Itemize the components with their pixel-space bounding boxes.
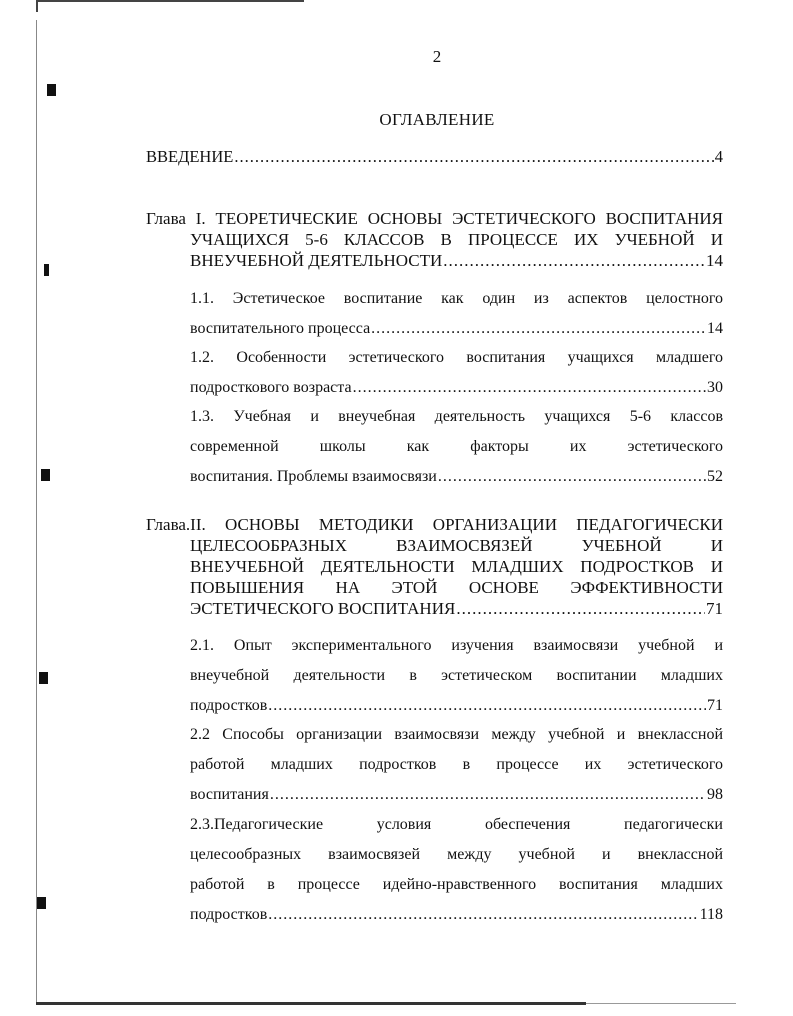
toc-entry-page: 71 — [707, 697, 723, 714]
section-title-line: воспитательного процесса — [190, 320, 371, 337]
section-title-line: современной школы как факторы их эстетического — [190, 438, 723, 455]
toc-entry-page: 52 — [707, 468, 723, 485]
section-title-line: воспитания — [190, 786, 269, 803]
section-title-line: 1.3. Учебная и внеучебная деятельность учащихся 5-6 классов — [190, 408, 723, 425]
dot-leader — [443, 250, 705, 271]
toc-entry-page: 118 — [699, 906, 723, 923]
chapter-title-line: ВНЕУЧЕБНОЙ ДЕЯТЕЛЬНОСТИ — [190, 251, 443, 270]
toc-chapter-1[interactable] — [146, 208, 723, 271]
dot-leader — [456, 598, 705, 619]
chapter-title-line: УЧАЩИХСЯ 5-6 КЛАССОВ В ПРОЦЕССЕ ИХ УЧЕБНОЙ И — [190, 230, 723, 249]
toc-entry-page: 98 — [707, 786, 723, 803]
toc-section-2-3[interactable] — [190, 810, 723, 930]
section-title-line: внеучебной деятельности в эстетическом воспитании младших — [190, 667, 723, 684]
scan-punch-mark — [37, 897, 46, 909]
page-title: ОГЛАВЛЕНИЕ — [379, 110, 495, 129]
section-title-line: 1.2. Особенности эстетического воспитания учащихся младшего — [190, 349, 723, 366]
dot-leader — [268, 900, 698, 930]
scan-edge-left — [36, 20, 37, 1005]
toc-entry-page: 14 — [707, 320, 723, 337]
section-title-line: 2.2 Способы организации взаимосвязи между учебной и внеклассной — [190, 726, 723, 743]
toc-section-1-1[interactable] — [190, 284, 723, 344]
toc-section-2-1[interactable] — [190, 631, 723, 721]
toc-entry-page: 71 — [706, 599, 723, 618]
scan-edge-bottom — [36, 1002, 586, 1005]
toc-entry-page: 14 — [706, 251, 723, 270]
scan-punch-mark — [39, 672, 48, 684]
section-title-line: 2.1. Опыт экспериментального изучения взаимосвязи учебной и — [190, 637, 723, 654]
scan-punch-mark — [41, 469, 50, 481]
toc-entry-page: 30 — [707, 379, 723, 396]
toc-section-1-3[interactable] — [190, 402, 723, 492]
section-title-line: 1.1. Эстетическое воспитание как один из аспектов целостного — [190, 290, 723, 307]
chapter-title-line: Глава I. ТЕОРЕТИЧЕСКИЕ ОСНОВЫ ЭСТЕТИЧЕСКОГО ВОСПИТАНИЯ — [146, 209, 723, 228]
section-title-line: работой младших подростков в процессе их эстетического — [190, 756, 723, 773]
toc-entry-page: 4 — [714, 147, 723, 166]
toc-section-2-2[interactable] — [190, 720, 723, 810]
page-number: 2 — [432, 47, 442, 66]
dot-leader — [268, 691, 706, 721]
chapter-title-line: ПОВЫШЕНИЯ НА ЭТОЙ ОСНОВЕ ЭФФЕКТИВНОСТИ — [190, 578, 723, 597]
scan-punch-mark — [44, 264, 49, 276]
dot-leader — [371, 314, 706, 344]
section-title-line: подростков — [190, 697, 268, 714]
toc-section-1-2[interactable] — [190, 343, 723, 403]
section-title-line: работой в процессе идейно-нравственного воспитания младших — [190, 876, 723, 893]
scan-punch-mark — [47, 84, 56, 96]
dot-leader — [270, 780, 706, 810]
scan-edge-top — [36, 0, 304, 2]
section-title-line: целесообразных взаимосвязей между учебной и внеклассной — [190, 846, 723, 863]
scan-edge-corner — [36, 0, 38, 12]
section-title-line: подростков — [190, 906, 268, 923]
chapter-title-line: ВНЕУЧЕБНОЙ ДЕЯТЕЛЬНОСТИ МЛАДШИХ ПОДРОСТКОВ И — [190, 557, 723, 576]
chapter-title-line: Глава.II. ОСНОВЫ МЕТОДИКИ ОРГАНИЗАЦИИ ПЕДАГОГИЧЕСКИ — [146, 515, 723, 534]
toc-entry-intro[interactable] — [146, 147, 723, 167]
dot-leader — [234, 147, 713, 167]
toc-entry-label: ВВЕДЕНИЕ — [146, 147, 234, 166]
scan-edge-bottom-faint — [586, 1003, 736, 1004]
section-title-line: воспитания. Проблемы взаимосвязи — [190, 468, 437, 485]
toc-chapter-2[interactable] — [146, 514, 723, 619]
chapter-title-line: ЭСТЕТИЧЕСКОГО ВОСПИТАНИЯ — [190, 599, 456, 618]
section-title-line: подросткового возраста — [190, 379, 352, 396]
dot-leader — [353, 373, 706, 403]
chapter-title-line: ЦЕЛЕСООБРАЗНЫХ ВЗАИМОСВЯЗЕЙ УЧЕБНОЙ И — [190, 536, 723, 555]
dot-leader — [438, 462, 706, 492]
section-title-line: 2.3.Педагогические условия обеспечения педагогически — [190, 816, 723, 833]
